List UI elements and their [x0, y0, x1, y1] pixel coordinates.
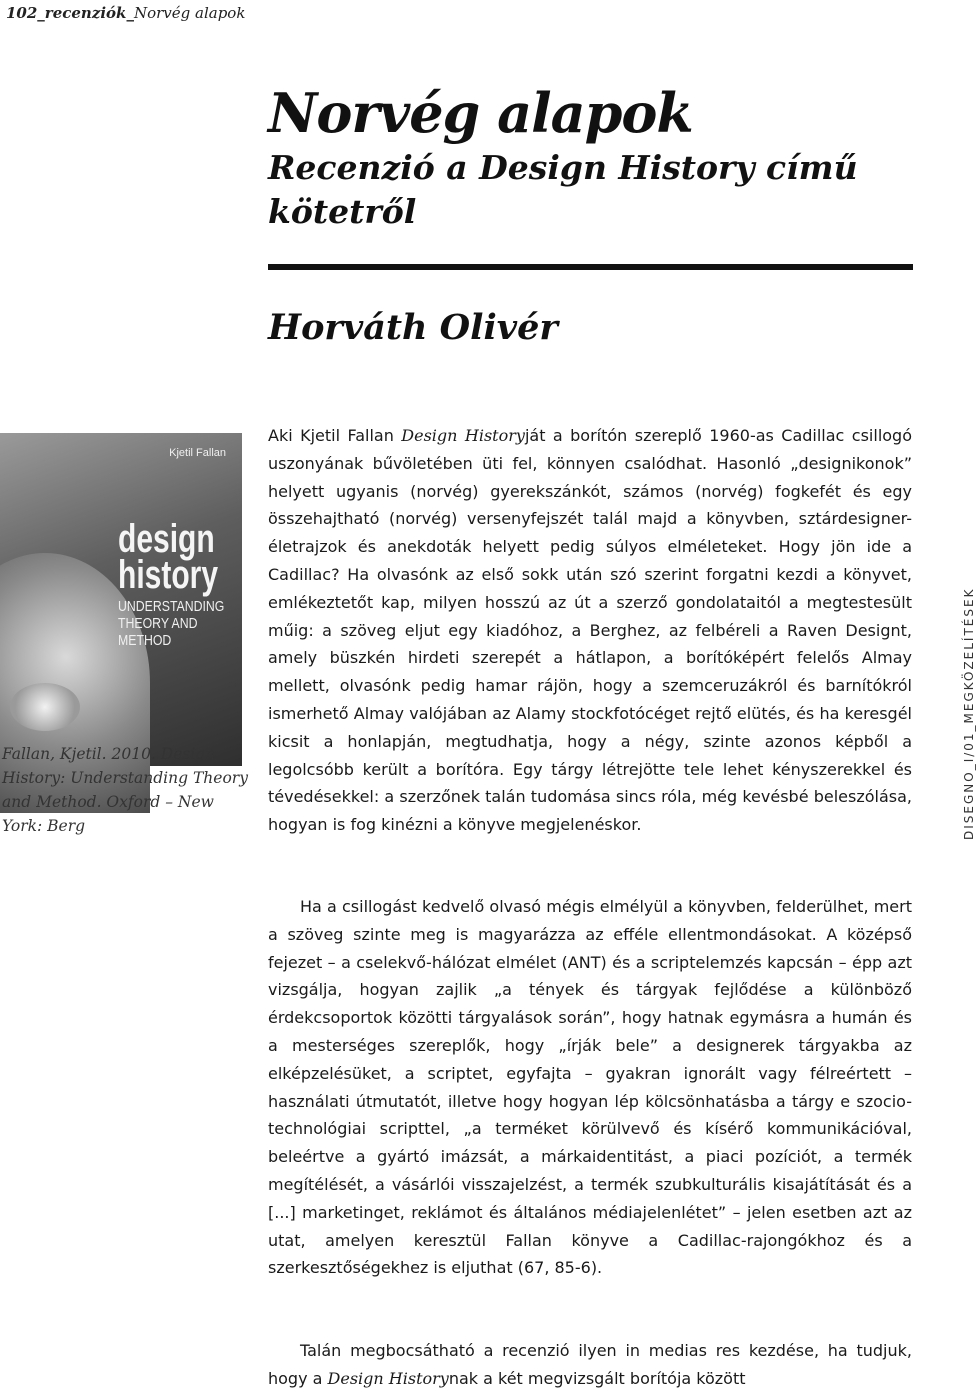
cover-subtitle: UNDERSTANDING THEORY AND METHOD: [118, 598, 225, 649]
paragraph-3-b: nak a két megvizsgált borítója között: [448, 1368, 746, 1388]
paragraph-3-em: Design History: [327, 1368, 449, 1388]
running-head: [6, 4, 245, 22]
book-cover-image: [0, 433, 242, 766]
paragraph-2: Ha a csillogást kedvelő olvasó mégis elmélyül a könyvben, felderülhet, mert a szöveg szinte meg is magyarázza az efféle ellentmondásokat. A középső fejezet – a cselekvő-hálózat elmélet (ANT) és a scriptelemzés kapcsán – épp azt vizsgálja, hogyan zajlik „a tények és tárgyak fejlődése a különböző érdekcsoportok közötti tárgyalások során”, hogy hatnak egymásra a humán és a mesterséges szereplők, hogy „írják bele” a designerek tárgyakba az elképzelésüket, a scriptet, egyfajta – gyakran ignorált vagy félreértett – használati útmutatót, illetve hogy hogyan lép kölcsönhatásba a tárgy e szocio-technológiai scripttel, „a terméket körülvevő és kísérő kommunikációval, beleértve a gyártó imázsát, a márkaidentitást, a piaci pozíciót, a termék megítélését, a vásárlói visszajelzést, a termék szubkulturális kisajátítását és a [...] marketinget, reklámot és általános médiajelenlétet” – jelen esetben azt az utat, amelyen keresztül Fallan könyve a Cadillac-rajongókhoz és a szerkesztőségekhez is eljuthat (67, 85-6).: [268, 897, 912, 1278]
page-subtitle: Recenzió a Design History című kötetről: [268, 148, 858, 231]
sidebar-section-label: DISEGNO_I/01_MEGKÖZELÍTÉSEK: [962, 587, 976, 840]
page-title: Norvég alapok: [268, 81, 693, 145]
title-rule: [268, 264, 913, 270]
paragraph-1: [268, 422, 912, 839]
author-name: Horváth Olivér: [268, 307, 558, 348]
paragraph-1-a: Aki Kjetil Fallan: [268, 426, 402, 445]
paragraph-1-em: Design History: [401, 426, 525, 445]
paragraph-1-b: ját a borítón szereplő 1960-as Cadillac csillogó uszonyának bűvöletében üti fel, könnyen csalódhat. Hasonló „designikonok” helyett ugyanis (norvég) gyerekszánkót, számos (norvég) fogkefét és egy összehajtható (norvég) versenyfejszét talál majd a könyvben, sztárdesigner-életrajzok és anekdoták helyett pedig súlyos elméleteket. Hogy jön ide a Cadillac? Ha olvasónk az első sokk után szó szerint forgatni kezdi a könyvet, emlékeztetőt kap, milyen hosszú az út a szerző gondolataitól a megtestesült műig: a szöveg eljut egy kiadóhoz, a Berghez, az felbéreli a Raven Designt, amely büszkén hirdeti szerepét a hátlapon, a borítóképért felelős Almay mellett, olvasónk pedig hamar rájön, hogy a szemceruzákról és barnítókról ismerhető Almay valójában az Alamy stockfotócéget rejtő elütés, és ha keresgél kicsit a honlapján, megtudhatja, hogy a négy, szinte azonos képből a legolcsóbb került a borítóra. Egy tárgy létrejötte tele lehet kényszerekkel és tévedésekkel: a szerzőnek talán tudomása sincs róla, még kevésbé beleszólása, hogyan is fog kinézni a könyve megjelenéskor.: [268, 426, 912, 835]
cover-title-line1: design: [118, 517, 215, 561]
image-caption: Fallan, Kjetil. 2010. Design History: Understanding Theory and Method. Oxford – New York: Berg: [2, 745, 248, 835]
running-head-topic: Norvég alapok: [133, 4, 246, 22]
paragraph-3: [268, 1337, 912, 1393]
cover-title: [118, 517, 219, 597]
cover-author: Kjetil Fallan: [169, 447, 226, 459]
paragraph-3-a: Talán megbocsátható a recenzió ilyen in medias res kezdése, ha tudjuk, hogy a: [268, 1341, 912, 1388]
cover-tail-lamp: [10, 683, 80, 731]
running-head-section: 102_recenziók_: [6, 4, 134, 22]
cover-title-line2: history: [118, 553, 219, 597]
